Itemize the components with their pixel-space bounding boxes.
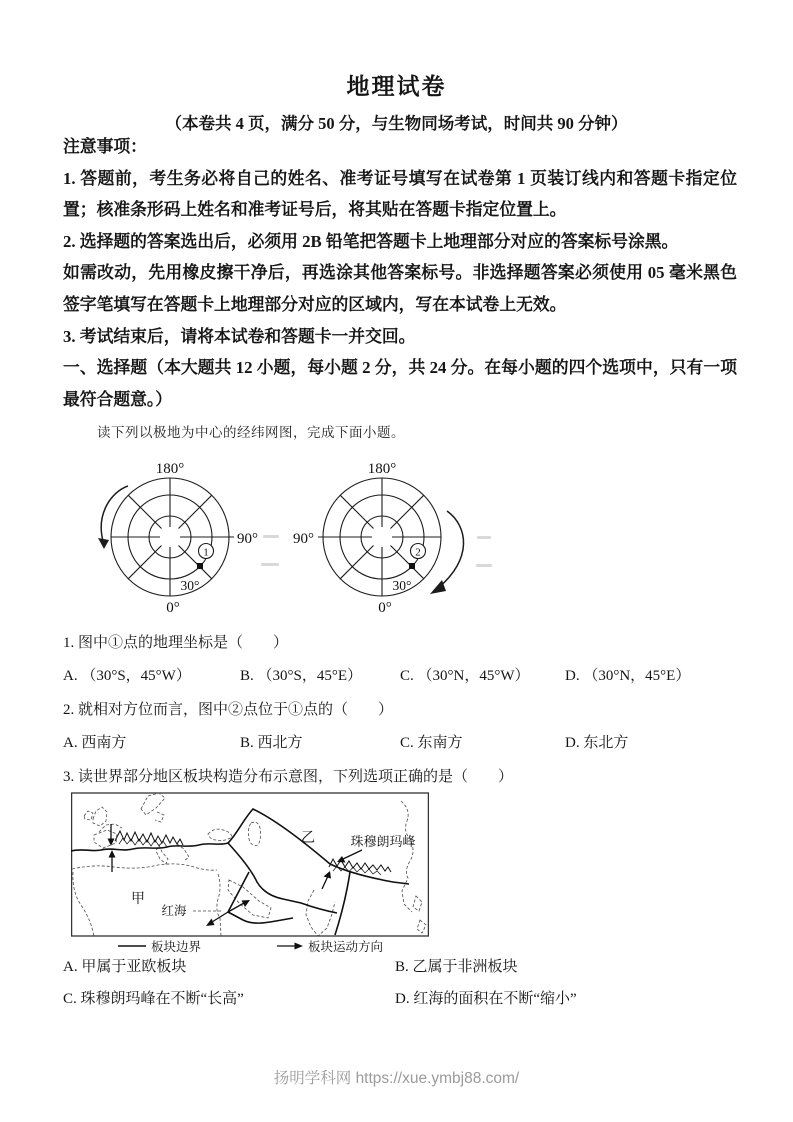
option-c: C. 珠穆朗玛峰在不断“长高” [63,991,244,1007]
plate-a-label: 甲 [131,892,145,907]
rotation-arrowhead-left [98,538,109,549]
note-item-3: 3. 考试结束后，请将本试卷和答题卡一并交回。 [63,326,416,346]
page-title: 地理试卷 [346,74,447,99]
option-a: A. （30°S，45°W） [63,668,191,685]
point-2-number: 2 [415,546,421,559]
question-group-intro: 读下列以极地为中心的经纬网图，完成下面小题。 [97,425,405,440]
plate-tectonics-map-figure [71,792,429,964]
option-d: D. 东北方 [565,735,629,752]
right-30-label: 30° [392,578,412,593]
everest-label: 珠穆朗玛峰 [350,834,416,849]
right-180-label: 180° [367,461,397,477]
note-item-2b: 如需改动，先用橡皮擦干净后，再选涂其他答案标号。非选择题答案必须使用 05 毫米黑色签字笔填写在答题卡上地理部分对应的区域内，写在本试卷上无效。 [63,263,737,314]
option-a: A. 西南方 [63,735,127,752]
legend-movement-arrowhead [295,943,304,950]
option-d: D. 红海的面积在不断“缩小” [395,991,577,1007]
notes-heading: 注意事项： [63,137,147,156]
point-1-marker [197,563,203,569]
option-d: D. （30°N，45°E） [565,668,691,685]
site-url-link[interactable]: https://xue.ymbj88.com/ [355,1070,520,1087]
option-a: A. 甲属于亚欧板块 [63,959,187,975]
point-2-marker [409,563,415,569]
option-c: C. （30°N，45°W） [400,668,530,685]
right-0-label: 0° [378,600,392,616]
legend-boundary-label: 板块边界 [151,940,202,954]
legend-movement-label: 板块运动方向 [308,940,384,954]
option-b: B. （30°S，45°E） [240,668,363,685]
right-90-label: 90° [293,531,314,547]
polar-grid-figure [70,456,510,618]
rotation-arrow-cw [438,511,464,588]
exam-notes [63,131,737,415]
option-c: C. 东南方 [400,735,463,752]
plate-map-svg [71,792,429,964]
option-b: B. 乙属于非洲板块 [395,959,518,975]
point-1-number: 1 [203,546,209,559]
red-sea-label: 红海 [161,904,187,918]
questions-1-3 [63,627,749,794]
left-0-label: 0° [166,600,180,616]
question-3-text: 3. 读世界部分地区板块构造分布示意图，下列选项正确的是（ ） [63,768,514,785]
question-2-options [63,727,749,760]
left-30-label: 30° [180,578,200,593]
note-item-2: 2. 选择题的答案选出后，必须用 2B 铅笔把答题卡上地理部分对应的答案标号涂黑。 [63,231,679,251]
question-3-options [63,951,749,1015]
note-item-1: 1. 答题前，考生务必将自己的姓名、准考证号填写在试卷第 1 页装订线内和答题卡指定位置；核准条形码上姓名和准考证号后，将其贴在答题卡指定位置上。 [63,168,737,220]
right-polar-diagram [318,478,464,596]
option-b: B. 西北方 [240,735,303,752]
site-watermark [0,1066,793,1088]
section-heading: 一、选择题（本大题共 12 小题，每小题 2 分，共 24 分。在每小题的四个选项中，只有一项最符合题意。） [63,358,737,409]
map-border [72,793,429,936]
plate-b-label: 乙 [301,831,315,846]
question-2-text: 2. 就相对方位而言，图中②点位于①点的（ ） [63,701,394,718]
left-polar-diagram [101,478,234,596]
question-1-text: 1. 图中①点的地理坐标是（ ） [63,635,289,651]
left-90-label: 90° [237,531,258,547]
site-name: 扬明学科网 [273,1070,352,1087]
question-1-options [63,660,749,693]
alps-mountains [115,831,183,847]
page-subtitle: （本卷共 4 页，满分 50 分，与生物同场考试，时间共 90 分钟） [165,114,628,133]
left-180-label: 180° [155,461,185,477]
rotation-arrow-ccw [101,486,128,541]
polar-grid-svg [70,456,510,618]
